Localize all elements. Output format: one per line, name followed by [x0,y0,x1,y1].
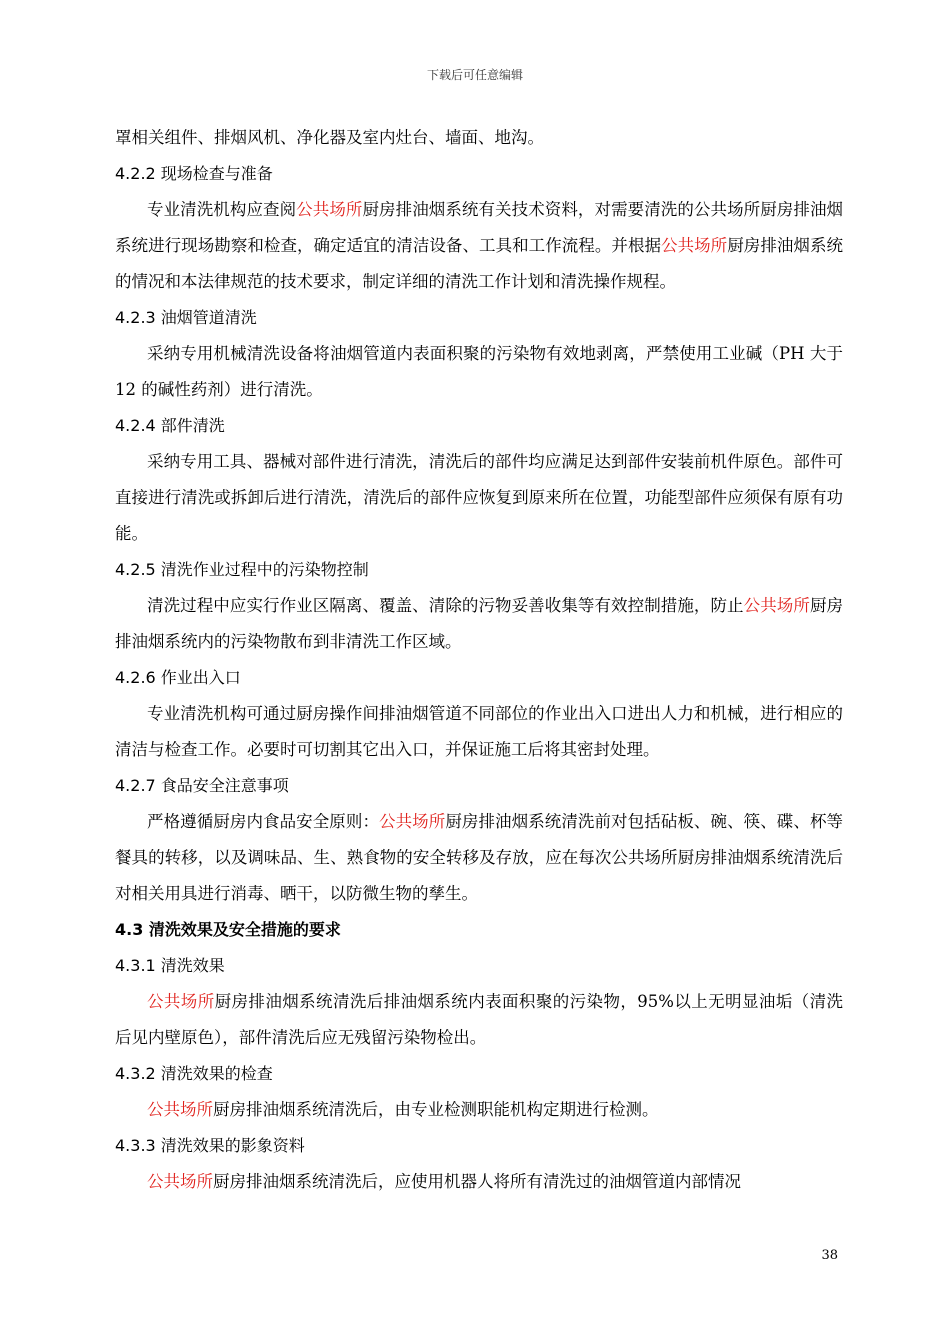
text-run: 采纳专用工具、器械对部件进行清洗，清洗后的部件均应满足达到部件安装前机件原色。部件可直接进行清洗或拆卸后进行清洗，清洗后的部件应恢复到原来所在位置，功能型部件应须保有原有功能。 [115,452,843,543]
highlighted-term: 公共场所 [147,1100,213,1119]
text-run: 专业清洗机构应查阅 [147,200,297,219]
section-heading [115,912,843,948]
text-run: 4.2.2 现场检查与准备 [115,164,273,183]
text-run: 4.3.3 清洗效果的影象资料 [115,1136,305,1155]
section-heading [115,156,843,192]
paragraph [115,192,843,300]
section-heading [115,552,843,588]
paragraph [115,696,843,768]
section-heading [115,408,843,444]
text-run: 4.2.6 作业出入口 [115,668,241,687]
highlighted-term: 公共场所 [743,596,810,615]
page-header: 下载后可任意编辑 [426,68,523,82]
highlighted-term: 公共场所 [661,236,728,255]
paragraph [115,444,843,552]
text-run: 厨房排油烟系统内的污染物散布到非清洗工作区域。 [115,596,844,651]
section-heading [115,768,843,804]
text-run: 厨房排油烟系统的情况和本法律规范的技术要求，制定详细的清洗工作计划和清洗操作规程。 [115,236,844,291]
section-heading [115,660,843,696]
section-heading [115,1056,843,1092]
highlighted-term: 公共场所 [147,1172,213,1191]
text-run: 厨房排油烟系统清洗后排油烟系统内表面积聚的污染物，95%以上无明显油垢（清洗后见内壁原色），部件清洗后应无残留污染物检出。 [115,992,843,1047]
text-run: 清洗过程中应实行作业区隔离、覆盖、清除的污物妥善收集等有效控制措施，防止 [147,596,744,615]
page-number: 38 [821,1248,838,1263]
text-run: 厨房排油烟系统清洗前对包括砧板、碗、筷、碟、杯等餐具的转移，以及调味品、生、熟食物的安全转移及存放，应在每次公共场所厨房排油烟系统清洗后对相关用具进行消毒、晒干，以防微生物的孳生。 [115,812,844,903]
text-run: 4.2.7 食品安全注意事项 [115,776,289,795]
text-run: 4.3.1 清洗效果 [115,956,225,975]
document-body [115,120,843,1200]
text-run: 4.2.3 油烟管道清洗 [115,308,257,327]
paragraph [115,804,843,912]
paragraph [115,1092,843,1128]
paragraph [115,588,843,660]
text-run: 4.3.2 清洗效果的检查 [115,1064,273,1083]
text-run: 采纳专用机械清洗设备将油烟管道内表面积聚的污染物有效地剥离，严禁使用工业碱（PH 大于 12 的碱性药剂）进行清洗。 [115,344,843,399]
highlighted-term: 公共场所 [296,200,363,219]
text-run: 厨房排油烟系统清洗后，由专业检测职能机构定期进行检测。 [213,1100,659,1119]
text-run: 4.2.5 清洗作业过程中的污染物控制 [115,560,369,579]
text-run: 4.3 清洗效果及安全措施的要求 [115,920,341,939]
text-run: 4.2.4 部件清洗 [115,416,225,435]
text-run: 罩相关组件、排烟风机、净化器及室内灶台、墙面、地沟。 [115,128,544,147]
section-heading [115,948,843,984]
paragraph [115,120,843,156]
paragraph [115,984,843,1056]
text-run: 厨房排油烟系统清洗后，应使用机器人将所有清洗过的油烟管道内部情况 [213,1172,741,1191]
section-heading [115,300,843,336]
highlighted-term: 公共场所 [147,992,215,1011]
section-heading [115,1128,843,1164]
text-run: 厨房排油烟系统有关技术资料，对需要清洗的公共场所厨房排油烟系统进行现场勘察和检查，确定适宜的清洁设备、工具和工作流程。并根据 [115,200,844,255]
paragraph [115,1164,843,1200]
text-run: 专业清洗机构可通过厨房操作间排油烟管道不同部位的作业出入口进出人力和机械，进行相应的清洁与检查工作。必要时可切割其它出入口，并保证施工后将其密封处理。 [115,704,843,759]
paragraph [115,336,843,408]
highlighted-term: 公共场所 [379,812,446,831]
text-run: 严格遵循厨房内食品安全原则： [147,812,380,831]
